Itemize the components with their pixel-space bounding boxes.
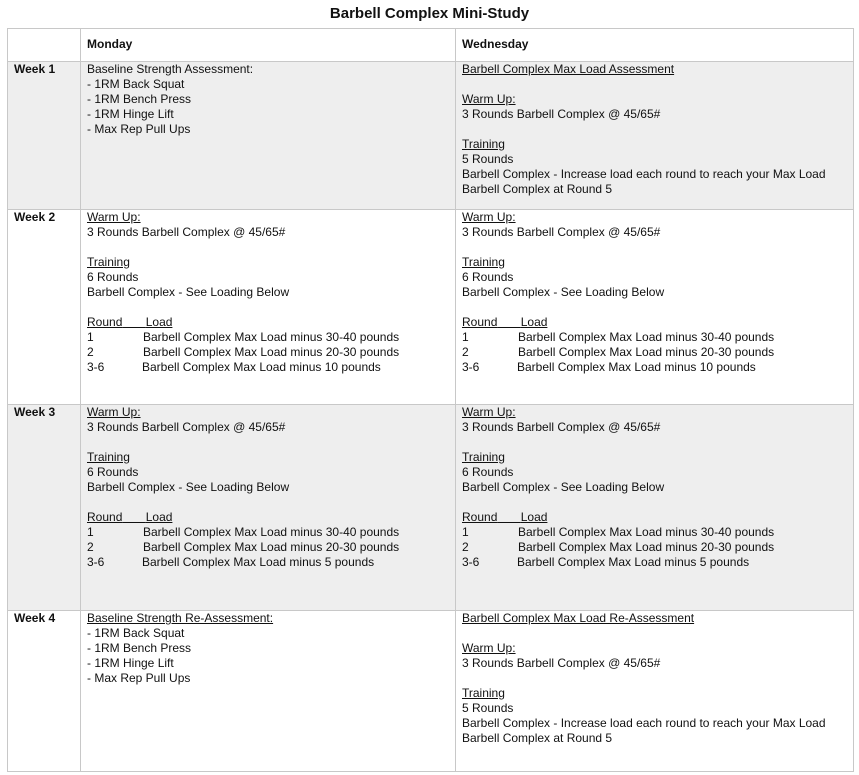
- load-header: Load: [145, 510, 173, 524]
- round-load-header: [462, 510, 847, 525]
- week-label: Week 3: [8, 405, 81, 611]
- round-row: [87, 360, 449, 375]
- week-row: [8, 210, 854, 405]
- week-label: Week 2: [8, 210, 81, 405]
- assessment-item: - 1RM Hinge Lift: [87, 107, 174, 121]
- wednesday-cell: [456, 210, 854, 405]
- warmup-label: Warm Up:: [462, 405, 516, 419]
- round-number: 2: [462, 345, 469, 359]
- load-header: Load: [520, 315, 548, 329]
- round-number: 1: [87, 330, 94, 344]
- warmup-label: Warm Up:: [87, 210, 141, 224]
- round-load: Barbell Complex Max Load minus 30-40 pounds: [518, 525, 775, 539]
- warmup-text: 3 Rounds Barbell Complex @ 45/65#: [462, 225, 661, 239]
- training-label: Training: [462, 450, 505, 464]
- training-rounds: 5 Rounds: [462, 701, 514, 715]
- round-row: [462, 330, 847, 345]
- round-load: Barbell Complex Max Load minus 30-40 pounds: [143, 525, 400, 539]
- warmup-text: 3 Rounds Barbell Complex @ 45/65#: [462, 656, 661, 670]
- training-desc: Barbell Complex - See Loading Below: [87, 480, 290, 494]
- assessment-item: - 1RM Back Squat: [87, 77, 185, 91]
- week-row: [8, 405, 854, 611]
- training-desc: Barbell Complex at Round 5: [462, 182, 613, 196]
- round-row: [87, 555, 449, 570]
- round-header: Round: [87, 510, 123, 524]
- header-cell-week: [8, 29, 81, 62]
- round-number: 2: [87, 540, 94, 554]
- monday-cell: [81, 405, 456, 611]
- round-header: Round: [87, 315, 123, 329]
- round-load: Barbell Complex Max Load minus 10 pounds: [142, 360, 381, 374]
- warmup-label: Warm Up:: [462, 210, 516, 224]
- round-load: Barbell Complex Max Load minus 20-30 pounds: [143, 345, 400, 359]
- round-load: Barbell Complex Max Load minus 20-30 pounds: [143, 540, 400, 554]
- week-row: [8, 62, 854, 210]
- assessment-item: - 1RM Back Squat: [87, 626, 185, 640]
- round-number: 2: [87, 345, 94, 359]
- wednesday-cell: [456, 611, 854, 772]
- training-label: Training: [462, 686, 505, 700]
- wednesday-cell: [456, 405, 854, 611]
- round-number: 3-6: [462, 555, 480, 569]
- assessment-item: - 1RM Bench Press: [87, 641, 192, 655]
- round-row: [462, 540, 847, 555]
- schedule-table: [7, 28, 854, 772]
- monday-cell: [81, 62, 456, 210]
- round-row: [462, 555, 847, 570]
- round-number: 1: [462, 525, 469, 539]
- load-header: Load: [520, 510, 548, 524]
- round-number: 1: [87, 525, 94, 539]
- training-desc: Barbell Complex - See Loading Below: [462, 480, 665, 494]
- round-number: 1: [462, 330, 469, 344]
- load-header: Load: [145, 315, 173, 329]
- round-row: [87, 345, 449, 360]
- warmup-label: Warm Up:: [462, 641, 516, 655]
- round-row: [462, 525, 847, 540]
- round-header: Round: [462, 315, 498, 329]
- round-load-header: [462, 315, 847, 330]
- warmup-text: 3 Rounds Barbell Complex @ 45/65#: [87, 420, 286, 434]
- training-desc: Barbell Complex - Increase load each round to reach your Max Load: [462, 167, 826, 181]
- monday-cell: [81, 210, 456, 405]
- assessment-heading: Baseline Strength Assessment:: [87, 62, 254, 76]
- week-label: Week 1: [8, 62, 81, 210]
- assessment-item: - 1RM Hinge Lift: [87, 656, 174, 670]
- round-load-header: [87, 315, 449, 330]
- round-load: Barbell Complex Max Load minus 5 pounds: [517, 555, 750, 569]
- round-load: Barbell Complex Max Load minus 20-30 pounds: [518, 345, 775, 359]
- round-row: [462, 360, 847, 375]
- document-title: Barbell Complex Mini-Study: [329, 5, 530, 22]
- training-label: Training: [87, 450, 130, 464]
- warmup-label: Warm Up:: [87, 405, 141, 419]
- round-number: 3-6: [87, 555, 105, 569]
- header-cell-monday: Monday: [81, 29, 456, 62]
- round-row: [462, 345, 847, 360]
- warmup-text: 3 Rounds Barbell Complex @ 45/65#: [87, 225, 286, 239]
- training-rounds: 6 Rounds: [87, 270, 139, 284]
- round-load: Barbell Complex Max Load minus 30-40 pounds: [143, 330, 400, 344]
- training-rounds: 6 Rounds: [87, 465, 139, 479]
- assessment-heading: Barbell Complex Max Load Re-Assessment: [462, 611, 695, 625]
- round-load: Barbell Complex Max Load minus 10 pounds: [517, 360, 756, 374]
- training-label: Training: [462, 255, 505, 269]
- round-header: Round: [462, 510, 498, 524]
- round-number: 3-6: [462, 360, 480, 374]
- header-cell-wednesday: Wednesday: [456, 29, 854, 62]
- training-rounds: 6 Rounds: [462, 465, 514, 479]
- assessment-heading: Barbell Complex Max Load Assessment: [462, 62, 675, 76]
- training-label: Training: [462, 137, 505, 151]
- assessment-item: - 1RM Bench Press: [87, 92, 192, 106]
- training-label: Training: [87, 255, 130, 269]
- round-row: [87, 525, 449, 540]
- round-number: 3-6: [87, 360, 105, 374]
- round-load: Barbell Complex Max Load minus 20-30 pounds: [518, 540, 775, 554]
- week-row: [8, 611, 854, 772]
- header-row: [8, 29, 854, 62]
- round-row: [87, 330, 449, 345]
- training-desc: Barbell Complex - See Loading Below: [87, 285, 290, 299]
- training-rounds: 6 Rounds: [462, 270, 514, 284]
- training-desc: Barbell Complex - See Loading Below: [462, 285, 665, 299]
- monday-cell: [81, 611, 456, 772]
- assessment-heading: Baseline Strength Re-Assessment:: [87, 611, 274, 625]
- round-number: 2: [462, 540, 469, 554]
- warmup-text: 3 Rounds Barbell Complex @ 45/65#: [462, 420, 661, 434]
- assessment-item: - Max Rep Pull Ups: [87, 671, 191, 685]
- round-load: Barbell Complex Max Load minus 30-40 pounds: [518, 330, 775, 344]
- round-row: [87, 540, 449, 555]
- wednesday-cell: [456, 62, 854, 210]
- training-rounds: 5 Rounds: [462, 152, 514, 166]
- warmup-label: Warm Up:: [462, 92, 516, 106]
- assessment-item: - Max Rep Pull Ups: [87, 122, 191, 136]
- round-load-header: [87, 510, 449, 525]
- training-desc: Barbell Complex - Increase load each round to reach your Max Load: [462, 716, 826, 730]
- week-label: Week 4: [8, 611, 81, 772]
- training-desc: Barbell Complex at Round 5: [462, 731, 613, 745]
- round-load: Barbell Complex Max Load minus 5 pounds: [142, 555, 375, 569]
- warmup-text: 3 Rounds Barbell Complex @ 45/65#: [462, 107, 661, 121]
